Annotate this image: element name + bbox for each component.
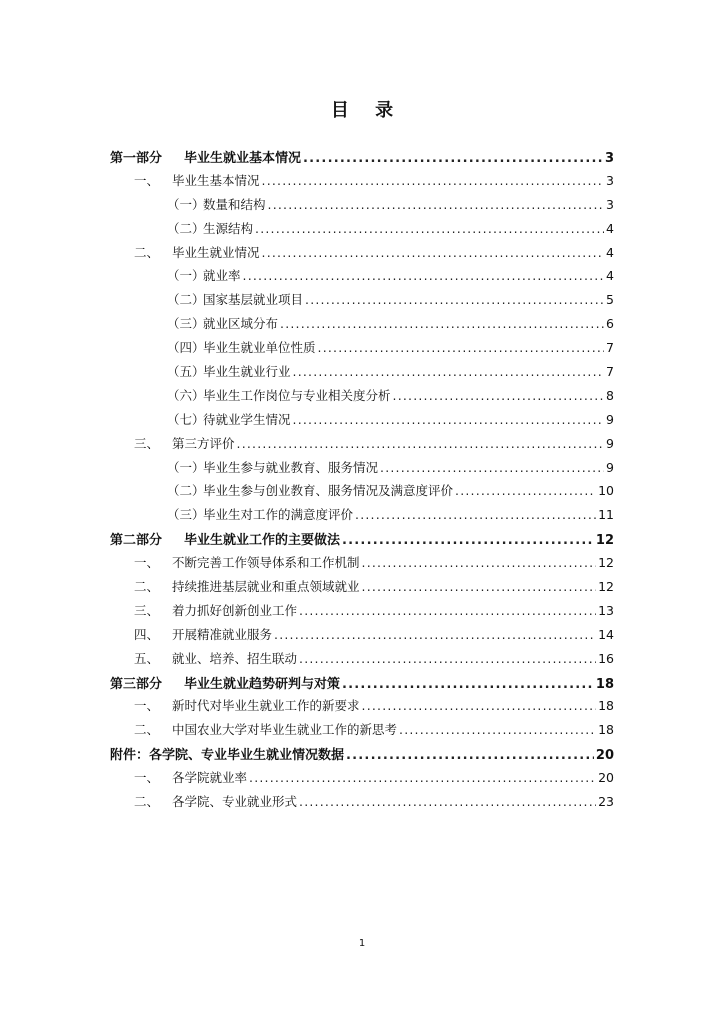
toc-entry-number: 三、 bbox=[134, 435, 160, 451]
toc-entry-page: 3 bbox=[606, 196, 614, 212]
toc-entry-page: 10 bbox=[598, 483, 614, 499]
toc-leader-dots bbox=[455, 483, 596, 498]
toc-leader-dots bbox=[274, 627, 596, 642]
toc-leader-dots bbox=[362, 579, 597, 594]
toc-entry[interactable] bbox=[110, 362, 614, 386]
toc-entry[interactable] bbox=[110, 458, 614, 482]
toc-leader-dots bbox=[303, 151, 603, 166]
toc-leader-dots bbox=[355, 507, 596, 522]
toc-entry-page: 4 bbox=[606, 220, 614, 236]
toc-entry-page: 4 bbox=[606, 244, 614, 260]
toc-entry-label: 就业、培养、招生联动 bbox=[172, 650, 298, 666]
toc-entry-page: 9 bbox=[606, 411, 614, 427]
toc-leader-dots bbox=[346, 748, 594, 763]
toc-entry-number: （七） bbox=[167, 411, 205, 427]
toc-entry-page: 9 bbox=[606, 435, 614, 451]
toc-leader-dots bbox=[299, 603, 596, 618]
toc-entry-label: 数量和结构 bbox=[203, 196, 266, 212]
toc-title: 目 录 bbox=[330, 100, 404, 121]
toc-entry-number: （四） bbox=[167, 340, 205, 356]
toc-entry-number: （一） bbox=[167, 459, 205, 475]
toc-entry-page: 5 bbox=[606, 292, 614, 308]
toc-entry-label: 不断完善工作领导体系和工作机制 bbox=[172, 555, 360, 571]
toc-entry-label: 毕业生参与就业教育、服务情况 bbox=[203, 459, 379, 475]
toc-entry-label: 着力抓好创新创业工作 bbox=[172, 602, 298, 618]
toc-entry[interactable] bbox=[110, 195, 614, 219]
toc-entry-number: （二） bbox=[167, 292, 205, 308]
toc-leader-dots bbox=[262, 173, 605, 188]
toc-leader-dots bbox=[342, 677, 594, 692]
toc-entry-number: （五） bbox=[167, 364, 205, 380]
toc-entry-page: 16 bbox=[598, 650, 614, 666]
toc-entry-number: （一） bbox=[167, 196, 205, 212]
toc-entry[interactable] bbox=[110, 290, 614, 314]
toc-entry-page: 8 bbox=[606, 387, 614, 403]
toc-leader-dots bbox=[293, 412, 605, 427]
toc-entry[interactable] bbox=[110, 505, 614, 529]
toc-entry-page: 18 bbox=[598, 698, 614, 714]
toc-leader-dots bbox=[268, 197, 605, 212]
toc-entry[interactable] bbox=[110, 744, 614, 768]
toc-entry-number: 第三部分 bbox=[110, 676, 163, 692]
toc-entry-page: 18 bbox=[598, 722, 614, 738]
toc-entry[interactable] bbox=[110, 314, 614, 338]
toc-entry-page: 3 bbox=[606, 172, 614, 188]
toc-entry-page: 7 bbox=[606, 340, 614, 356]
toc-entry[interactable] bbox=[110, 696, 614, 720]
toc-entry[interactable] bbox=[110, 171, 614, 195]
toc-entry[interactable] bbox=[110, 529, 614, 553]
toc-entry-page: 9 bbox=[606, 459, 614, 475]
toc-entry[interactable] bbox=[110, 768, 614, 792]
toc-entry-page: 14 bbox=[598, 626, 614, 642]
toc-entry-number: （二） bbox=[167, 483, 205, 499]
toc-entry-number: 三、 bbox=[134, 602, 160, 618]
toc-leader-dots bbox=[255, 221, 604, 236]
toc-entry-label: 毕业生就业基本情况 bbox=[184, 151, 302, 166]
toc-entry-page: 20 bbox=[598, 770, 614, 786]
toc-entry-page: 6 bbox=[606, 316, 614, 332]
toc-leader-dots bbox=[342, 533, 594, 548]
toc-entry-number: （一） bbox=[167, 268, 205, 284]
toc-entry-label: 生源结构 bbox=[203, 220, 254, 236]
toc-entry[interactable] bbox=[110, 553, 614, 577]
toc-entry-label: 毕业生工作岗位与专业相关度分析 bbox=[203, 387, 391, 403]
toc-entry-label: 中国农业大学对毕业生就业工作的新思考 bbox=[172, 722, 398, 738]
toc-entry-number: 一、 bbox=[134, 698, 160, 714]
page-number: 1 bbox=[358, 938, 366, 949]
toc-entry-label: 开展精准就业服务 bbox=[172, 626, 273, 642]
toc-entry[interactable] bbox=[110, 410, 614, 434]
toc-entry-label: 各学院、专业就业形式 bbox=[172, 794, 298, 810]
toc-entry-number: （三） bbox=[167, 507, 205, 523]
table-of-contents bbox=[110, 147, 614, 816]
toc-entry[interactable] bbox=[110, 649, 614, 673]
toc-leader-dots bbox=[243, 268, 605, 283]
toc-entry-page: 11 bbox=[598, 507, 614, 523]
toc-leader-dots bbox=[380, 460, 604, 475]
toc-entry-page: 12 bbox=[598, 579, 614, 595]
toc-entry-number: 一、 bbox=[134, 172, 160, 188]
toc-leader-dots bbox=[362, 555, 597, 570]
toc-entry[interactable] bbox=[110, 386, 614, 410]
toc-entry-number: （二） bbox=[167, 220, 205, 236]
toc-entry-label: 毕业生就业情况 bbox=[172, 244, 260, 260]
toc-entry-number: 第一部分 bbox=[110, 151, 163, 166]
toc-entry-label: 毕业生就业趋势研判与对策 bbox=[184, 676, 341, 692]
toc-entry-number: 二、 bbox=[134, 579, 160, 595]
toc-entry-label: 各学院就业率 bbox=[172, 770, 248, 786]
toc-entry-number: 一、 bbox=[134, 770, 160, 786]
toc-entry-label: 毕业生基本情况 bbox=[172, 172, 260, 188]
toc-entry-label: 毕业生就业单位性质 bbox=[203, 340, 316, 356]
toc-entry-number: 第二部分 bbox=[110, 533, 163, 549]
toc-entry[interactable] bbox=[110, 243, 614, 267]
toc-entry-label: 国家基层就业项目 bbox=[203, 292, 304, 308]
toc-entry-label: 附件：各学院、专业毕业生就业情况数据 bbox=[110, 748, 345, 764]
toc-entry-label: 新时代对毕业生就业工作的新要求 bbox=[172, 698, 360, 714]
toc-leader-dots bbox=[293, 364, 605, 379]
toc-entry-number: 二、 bbox=[134, 794, 160, 810]
toc-entry-label: 毕业生对工作的满意度评价 bbox=[203, 507, 354, 523]
toc-entry[interactable] bbox=[110, 481, 614, 505]
toc-leader-dots bbox=[318, 340, 605, 355]
toc-entry-label: 待就业学生情况 bbox=[203, 411, 291, 427]
toc-entry-page: 7 bbox=[606, 364, 614, 380]
toc-entry-label: 就业率 bbox=[203, 268, 241, 284]
toc-entry[interactable] bbox=[110, 720, 614, 744]
toc-entry-page: 12 bbox=[598, 555, 614, 571]
toc-entry-label: 毕业生就业工作的主要做法 bbox=[184, 533, 341, 549]
toc-leader-dots bbox=[399, 722, 596, 737]
toc-entry-number: （六） bbox=[167, 387, 205, 403]
toc-entry[interactable] bbox=[110, 266, 614, 290]
toc-entry-page: 3 bbox=[604, 151, 614, 166]
toc-entry-number: 四、 bbox=[134, 626, 160, 642]
toc-entry[interactable] bbox=[110, 577, 614, 601]
toc-entry[interactable] bbox=[110, 625, 614, 649]
toc-entry[interactable] bbox=[110, 338, 614, 362]
toc-entry-label: 就业区域分布 bbox=[203, 316, 279, 332]
toc-entry[interactable] bbox=[110, 792, 614, 816]
toc-entry-label: 毕业生就业行业 bbox=[203, 364, 291, 380]
toc-entry-number: 五、 bbox=[134, 650, 160, 666]
toc-entry-page: 18 bbox=[595, 676, 614, 692]
toc-leader-dots bbox=[237, 436, 605, 451]
toc-entry-number: 二、 bbox=[134, 722, 160, 738]
toc-leader-dots bbox=[299, 794, 596, 809]
toc-entry-page: 23 bbox=[598, 794, 614, 810]
toc-entry[interactable] bbox=[110, 434, 614, 458]
toc-entry[interactable] bbox=[110, 601, 614, 625]
toc-entry-label: 第三方评价 bbox=[172, 435, 235, 451]
toc-entry-page: 4 bbox=[606, 268, 614, 284]
toc-entry-label: 持续推进基层就业和重点领域就业 bbox=[172, 579, 360, 595]
toc-entry-number: 一、 bbox=[134, 555, 160, 571]
toc-leader-dots bbox=[393, 388, 605, 403]
toc-entry-page: 20 bbox=[595, 748, 614, 764]
toc-leader-dots bbox=[280, 316, 604, 331]
toc-entry-number: （三） bbox=[167, 316, 205, 332]
toc-entry[interactable] bbox=[110, 673, 614, 697]
toc-entry-page: 13 bbox=[598, 602, 614, 618]
toc-entry[interactable] bbox=[110, 147, 614, 171]
toc-entry-label: 毕业生参与创业教育、服务情况及满意度评价 bbox=[203, 483, 454, 499]
toc-leader-dots bbox=[305, 292, 604, 307]
toc-leader-dots bbox=[262, 245, 605, 260]
toc-entry-page: 12 bbox=[595, 533, 614, 549]
toc-leader-dots bbox=[299, 651, 596, 666]
toc-leader-dots bbox=[362, 698, 597, 713]
toc-entry-number: 二、 bbox=[134, 244, 160, 260]
toc-leader-dots bbox=[249, 770, 596, 785]
toc-entry[interactable] bbox=[110, 219, 614, 243]
